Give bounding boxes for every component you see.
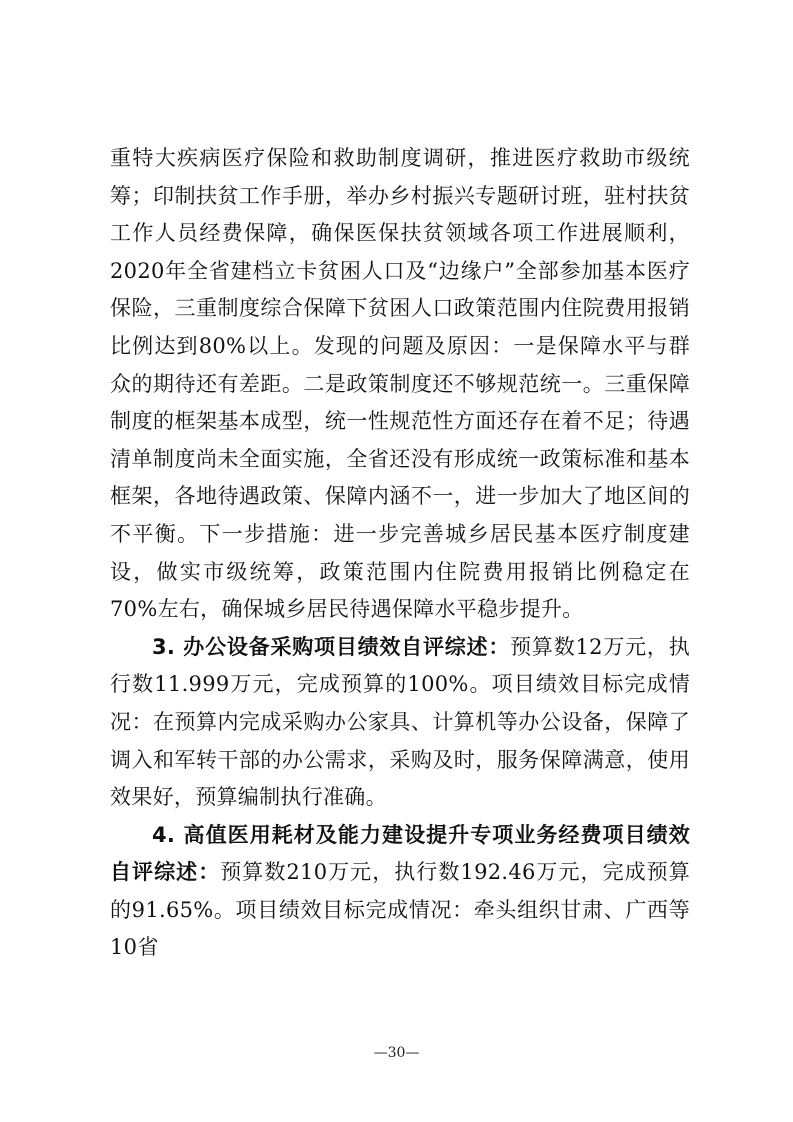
page-number: —30— [373, 1045, 420, 1061]
section-heading: 3. 办公设备采购项目绩效自评综述： [152, 634, 511, 659]
document-body [110, 140, 690, 967]
paragraph-text: 重特大疾病医疗保险和救助制度调研，推进医疗救助市级统筹；印制扶贫工作手册，举办乡村振兴专题研讨班，驻村扶贫工作人员经费保障，确保医保扶贫领域各项工作进展顺利，2020年全省建档立卡贫困人口及“边缘户”全部参加基本医疗保险，三重制度综合保障下贫困人口政策范围内住院费用报销比例达到80%以上。发现的问题及原因：一是保障水平与群众的期待还有差距。二是政策制度还不够规范统一。三重保障制度的框架基本成型，统一性规范性方面还存在着不足；待遇清单制度尚未全面实施，全省还没有形成统一政策标准和基本框架，各地待遇政策、保障内涵不一，进一步加大了地区间的不平衡。下一步措施：进一步完善城乡居民基本医疗制度建设，做实市级统筹，政策范围内住院费用报销比例稳定在70%左右，确保城乡居民待遇保障水平稳步提升。 [110, 146, 690, 622]
section-heading: 4. 高值医用耗材及能力建设提升专项业务经费项目绩效自评综述： [110, 822, 690, 885]
paragraph-text: 预算数210万元，执行数192.46万元，完成预算的91.65%。项目绩效目标完成情况：牵头组织甘肃、广西等10省 [110, 860, 691, 960]
paragraph-section-3 [110, 629, 690, 817]
paragraph-section-4 [110, 817, 690, 967]
paragraph-text: 预算数12万元，执行数11.999万元，完成预算的100%。项目绩效目标完成情况：在预算内完成采购办公家具、计算机等办公设备，保障了调入和军转干部的办公需求，采购及时，服务保障满意，使用效果好，预算编制执行准确。 [110, 634, 690, 810]
paragraph-continuation [110, 140, 690, 629]
